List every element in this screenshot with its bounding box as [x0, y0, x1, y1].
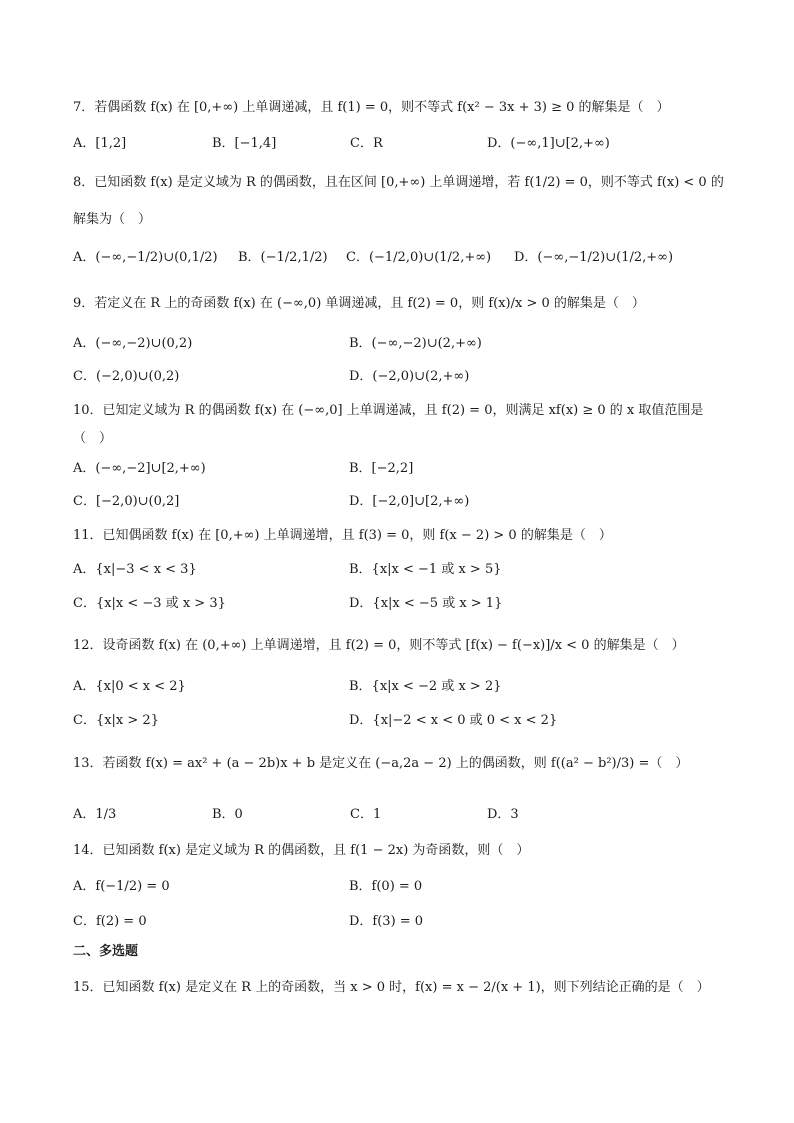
question-8-option-d: D．(−∞,−1/2)∪(1/2,+∞): [514, 250, 674, 265]
question-13-option-c: C．1: [350, 807, 382, 822]
question-11-option-a: A．{x|−3 < x < 3}: [73, 562, 197, 577]
question-12-stem: 12．设奇函数 f(x) 在 (0,+∞) 上单调递增，且 f(2) = 0，则不等式 [f(x) − f(−x)]/x < 0 的解集是（ ）: [73, 638, 685, 653]
question-7-option-c: C．R: [350, 136, 383, 151]
question-11-option-b: B．{x|x < −1 或 x > 5}: [349, 562, 502, 577]
question-10-stem-line2: （ ）: [73, 431, 113, 446]
question-8-option-a: A．(−∞,−1/2)∪(0,1/2): [73, 250, 218, 265]
section-heading-multiple-choice: 二、多选题: [73, 944, 139, 959]
question-13-option-d: D．3: [487, 807, 519, 822]
question-13-option-b: B．0: [212, 807, 243, 822]
question-7-option-b: B．[−1,4]: [212, 136, 277, 151]
question-9-stem: 9．若定义在 R 上的奇函数 f(x) 在 (−∞,0) 单调递减，且 f(2) = 0，则 f(x)/x > 0 的解集是（ ）: [73, 296, 645, 311]
question-15-stem: 15．已知函数 f(x) 是定义在 R 上的奇函数，当 x > 0 时，f(x) = x − 2/(x + 1)，则下列结论正确的是（ ）: [73, 980, 710, 995]
question-12-option-d: D．{x|−2 < x < 0 或 0 < x < 2}: [349, 713, 558, 728]
question-13-option-a: A．1/3: [73, 807, 117, 822]
question-14-option-c: C．f(2) = 0: [73, 914, 147, 929]
question-12-option-c: C．{x|x > 2}: [73, 713, 159, 728]
question-12-option-a: A．{x|0 < x < 2}: [73, 679, 186, 694]
question-11-option-c: C．{x|x < −3 或 x > 3}: [73, 596, 226, 611]
question-10-option-b: B．[−2,2]: [349, 461, 414, 476]
question-9-option-d: D．(−2,0)∪(2,+∞): [349, 369, 470, 384]
question-14-stem: 14．已知函数 f(x) 是定义域为 R 的偶函数，且 f(1 − 2x) 为奇函数，则（ ）: [73, 843, 530, 858]
question-7-option-a: A．[1,2]: [73, 136, 127, 151]
question-11-stem: 11．已知偶函数 f(x) 在 [0,+∞) 上单调递增，且 f(3) = 0，则 f(x − 2) > 0 的解集是（ ）: [73, 528, 612, 543]
question-13-stem: 13．若函数 f(x) = ax² + (a − 2b)x + b 是定义在 (−a,2a − 2) 上的偶函数，则 f((a² − b²)/3) =（ ）: [73, 756, 689, 771]
question-7-option-d: D．(−∞,1]∪[2,+∞): [487, 136, 610, 151]
question-10-stem-line1: 10．已知定义域为 R 的偶函数 f(x) 在 (−∞,0] 上单调递减，且 f(2) = 0，则满足 xf(x) ≥ 0 的 x 取值范围是: [73, 403, 704, 418]
question-8-option-c: C．(−1/2,0)∪(1/2,+∞): [346, 250, 492, 265]
question-8-option-b: B．(−1/2,1/2): [238, 250, 328, 265]
question-11-option-d: D．{x|x < −5 或 x > 1}: [349, 596, 503, 611]
question-8-stem-line1: 8．已知函数 f(x) 是定义域为 R 的偶函数，且在区间 [0,+∞) 上单调递增，若 f(1/2) = 0，则不等式 f(x) < 0 的: [73, 175, 724, 190]
question-9-option-c: C．(−2,0)∪(0,2): [73, 369, 180, 384]
question-14-option-d: D．f(3) = 0: [349, 914, 424, 929]
question-10-option-d: D．[−2,0]∪[2,+∞): [349, 494, 470, 509]
question-10-option-a: A．(−∞,−2]∪[2,+∞): [73, 461, 206, 476]
question-8-stem-line2: 解集为（ ）: [73, 212, 152, 227]
question-7-stem: 7．若偶函数 f(x) 在 [0,+∞) 上单调递减，且 f(1) = 0，则不等式 f(x² − 3x + 3) ≥ 0 的解集是（ ）: [73, 100, 670, 115]
question-9-option-b: B．(−∞,−2)∪(2,+∞): [349, 336, 482, 351]
question-14-option-b: B．f(0) = 0: [349, 879, 423, 894]
question-10-option-c: C．[−2,0)∪(0,2]: [73, 494, 180, 509]
question-12-option-b: B．{x|x < −2 或 x > 2}: [349, 679, 502, 694]
question-9-option-a: A．(−∞,−2)∪(0,2): [73, 336, 193, 351]
question-14-option-a: A．f(−1/2) = 0: [73, 879, 170, 894]
